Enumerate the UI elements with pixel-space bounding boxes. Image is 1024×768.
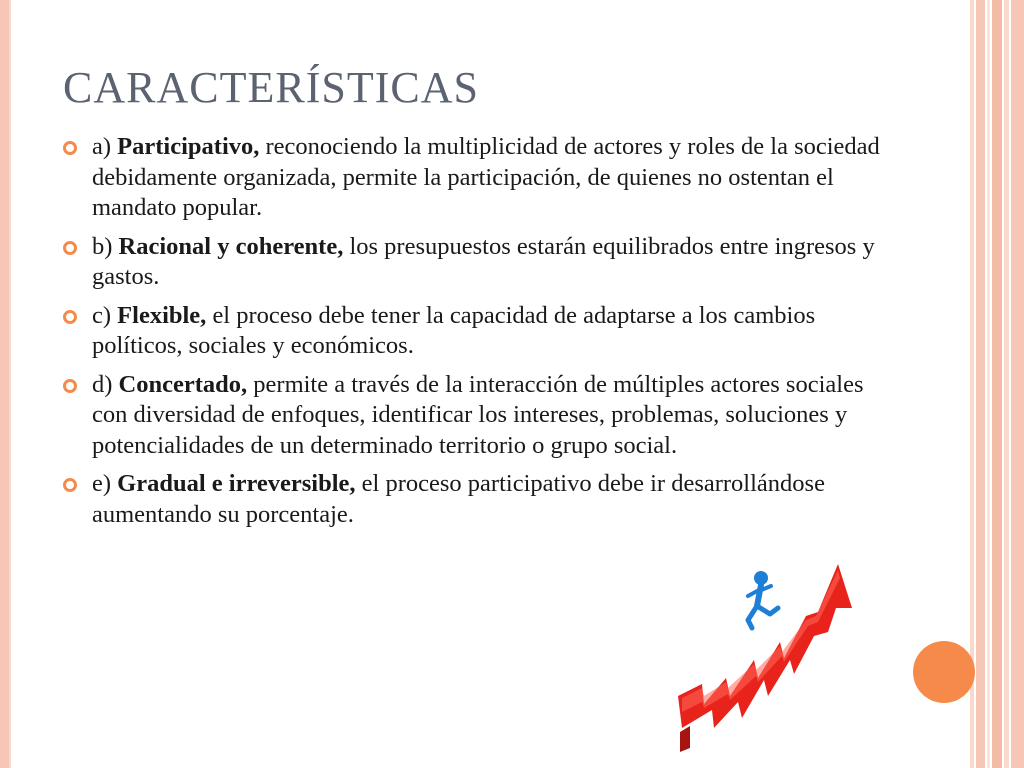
item-term: Flexible,	[117, 301, 207, 329]
bullet-icon	[62, 477, 78, 493]
left-border-line	[9, 0, 11, 768]
item-prefix: c)	[92, 301, 118, 329]
item-term: Participativo,	[117, 133, 260, 160]
item-text: los presupuestos estarán equilibrados entre ingresos y gastos.	[92, 232, 875, 290]
rising-arrow-climber-icon	[668, 556, 868, 756]
item-term: Concertado,	[118, 370, 248, 398]
item-text: el proceso debe tener la capacidad de adaptarse a los cambios políticos, sociales y económicos.	[92, 301, 816, 359]
right-border-stripes	[970, 0, 1024, 768]
bullet-icon	[62, 240, 78, 256]
list-item	[62, 132, 882, 224]
slide-title: CARACTERÍSTICAS	[63, 63, 479, 112]
item-term: Racional y coherente,	[118, 232, 344, 260]
item-prefix: e)	[92, 470, 118, 497]
left-border-stripe	[0, 0, 9, 768]
bullet-icon	[62, 309, 78, 325]
item-text: el proceso participativo debe ir desarrollándose aumentando su porcentaje.	[92, 470, 825, 528]
accent-circle	[913, 641, 975, 703]
bullet-icon	[62, 378, 78, 394]
item-text: reconociendo la multiplicidad de actores y roles de la sociedad debidamente organizada, permite la participación, de quienes no ostentan el mandato popular.	[92, 133, 880, 221]
list-item	[62, 301, 882, 362]
item-term: Gradual e irreversible,	[117, 470, 356, 497]
item-prefix: b)	[92, 232, 119, 260]
climber-figure	[748, 571, 778, 628]
arrow-side-face	[680, 726, 690, 752]
characteristics-list	[62, 132, 882, 538]
bullet-icon	[62, 140, 78, 156]
item-text: permite a través de la interacción de múltiples actores sociales con diversidad de enfoques, identificar los intereses, problemas, soluciones y potencialidades de un determinado territorio o grupo social.	[92, 370, 864, 459]
item-prefix: a)	[92, 133, 118, 160]
list-item	[62, 370, 882, 462]
list-item	[62, 469, 882, 530]
item-prefix: d)	[92, 370, 119, 398]
list-item	[62, 232, 882, 293]
